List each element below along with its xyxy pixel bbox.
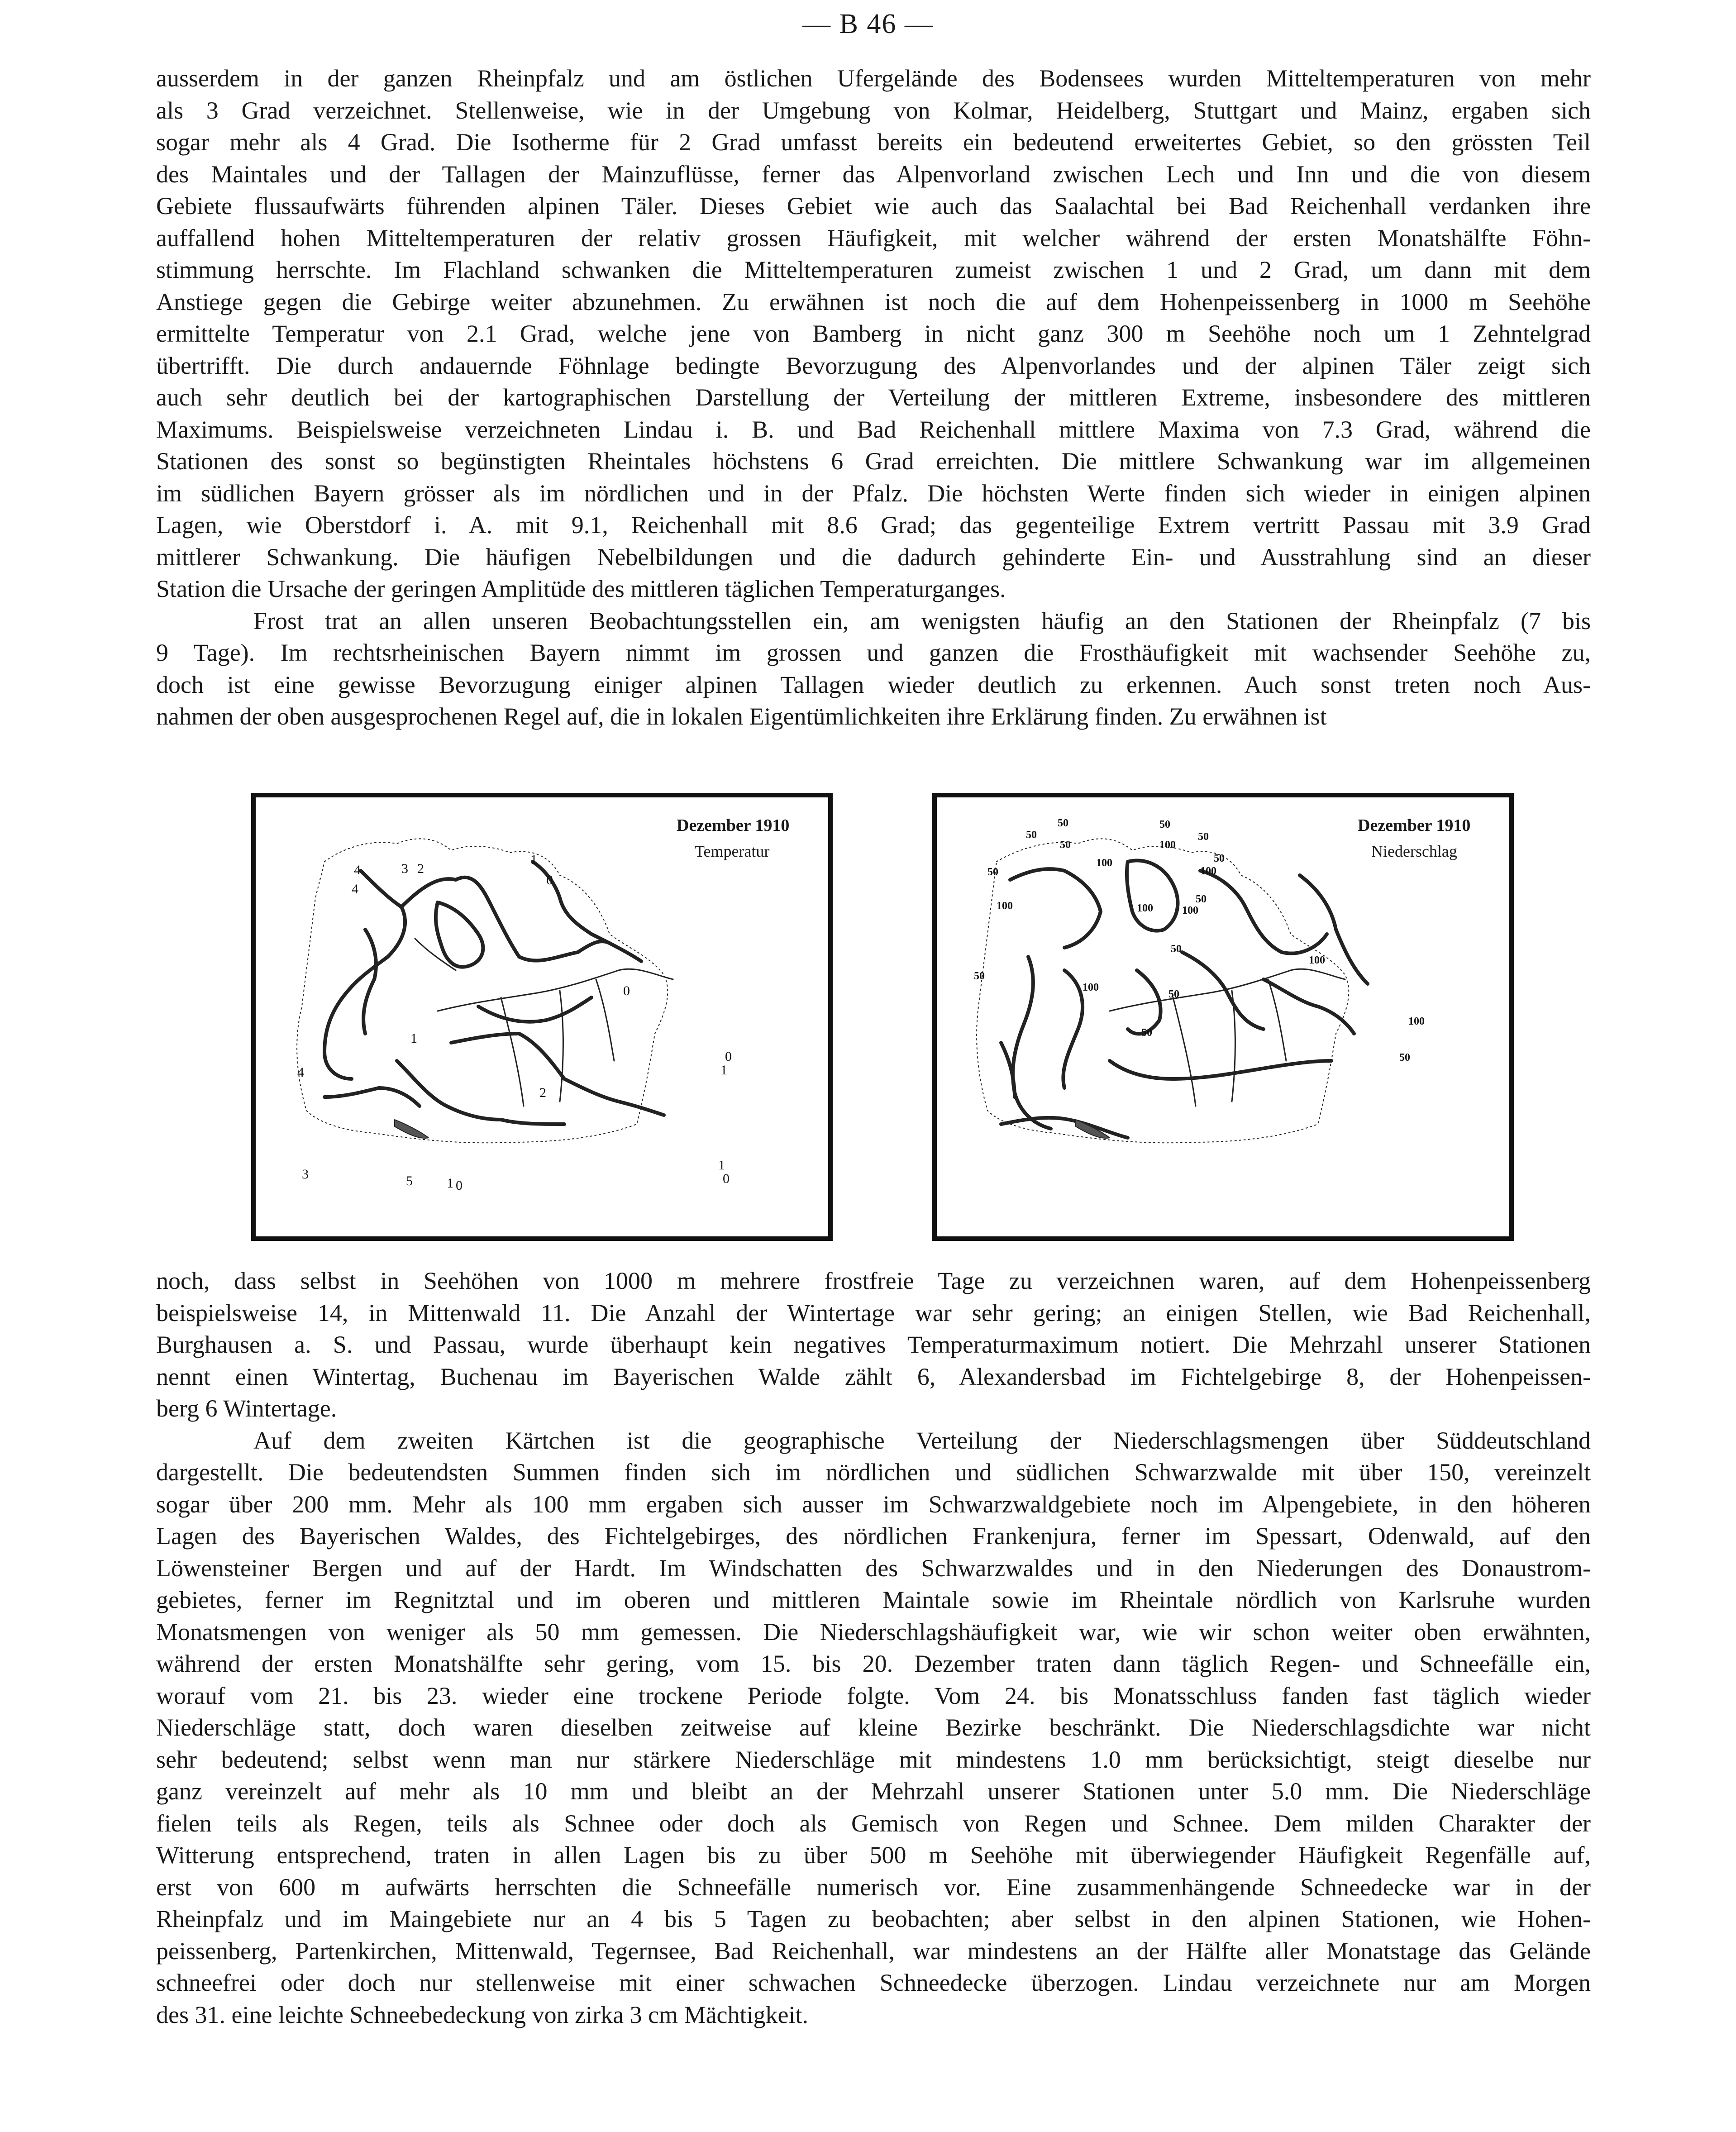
- temperature-map-title: Dezember 1910: [677, 816, 790, 835]
- text-line: dargestellt. Die bedeutendsten Summen finden sich im nördlichen und südlichen Schwarzwalde mit über 150, vereinzelt: [156, 1459, 1591, 1486]
- prec-isoline-label: 50: [1058, 817, 1068, 829]
- prec-isoline-label: 50: [1198, 831, 1209, 843]
- prec-isoline-label: 100: [1309, 954, 1325, 966]
- text-line: Gebiete flussaufwärts führenden alpinen Täler. Dieses Gebiet wie auch das Saalachtal bei Bad Reichenhall verdanken ihre: [156, 192, 1591, 219]
- text-line: auffallend hohen Mitteltemperaturen der relativ grossen Häufigkeit, mit welcher während der ersten Monatshälfte Föhn-: [156, 224, 1591, 252]
- temp-isoline-label: 0: [456, 1178, 463, 1193]
- temp-isoline-label: 0: [723, 1171, 730, 1186]
- text-line: übertrifft. Die durch andauernde Föhnlage bedingte Bevorzugung des Alpenvorlandes und der alpinen Täler zeigt sich: [156, 352, 1591, 379]
- text-line: beispielsweise 14, in Mittenwald 11. Die Anzahl der Wintertage war sehr gering; an einigen Stellen, wie Bad Reichenhall,: [156, 1299, 1591, 1326]
- temp-isoline-label: 2: [417, 861, 424, 876]
- temp-isoline-label: 0: [623, 983, 630, 998]
- prec-isoline-label: 50: [1196, 893, 1207, 905]
- text-line: 9 Tage). Im rechtsrheinischen Bayern nimmt im grossen und ganzen die Frosthäufigkeit mit wachsender Seehöhe zu,: [156, 639, 1591, 666]
- text-line: Frost trat an allen unseren Beobachtungsstellen ein, am wenigsten häufig an den Stationen der Rheinpfalz (7 bis: [253, 607, 1591, 634]
- text-line: Anstiege gegen die Gebirge weiter abzunehmen. Zu erwähnen ist noch die auf dem Hohenpeissenberg in 1000 m Seehöhe: [156, 288, 1591, 315]
- text-line: sogar über 200 mm. Mehr als 100 mm ergaben sich ausser im Schwarzwaldgebiete noch im Alpengebiete, in den höheren: [156, 1490, 1591, 1518]
- prec-isoline-label: 50: [987, 866, 998, 878]
- text-block-top: [156, 62, 1591, 733]
- temperature-map-figure: [251, 793, 833, 1241]
- prec-isoline-label: 50: [1141, 1027, 1152, 1039]
- temp-isoline-label: 5: [406, 1173, 413, 1188]
- text-line: schneefrei oder doch nur stellenweise mit einer schwachen Schneedecke überzogen. Lindau verzeichnete nur am Morgen: [156, 1969, 1591, 1996]
- temp-isoline-label: 3: [302, 1167, 309, 1182]
- text-line: Löwensteiner Bergen und auf der Hardt. Im Windschatten des Schwarzwaldes und in den Niederungen des Donaustrom-: [156, 1554, 1591, 1582]
- text-line: Lagen, wie Oberstdorf i. A. mit 9.1, Reichenhall mit 8.6 Grad; das gegenteilige Extrem vertritt Passau mit 3.9 Grad: [156, 511, 1591, 539]
- prec-isoline-label: 50: [1171, 943, 1182, 955]
- text-line: sogar mehr als 4 Grad. Die Isotherme für 2 Grad umfasst bereits ein bedeutend erweitertes Gebiet, so den grössten Teil: [156, 129, 1591, 156]
- prec-isoline-label: 100: [1182, 905, 1198, 916]
- temperature-map: [266, 807, 818, 1226]
- prec-isoline-label: 100: [1159, 839, 1176, 851]
- text-line: Lagen des Bayerischen Waldes, des Fichtelgebirges, des nördlichen Frankenjura, ferner im Spessart, Odenwald, auf den: [156, 1522, 1591, 1550]
- text-line: worauf vom 21. bis 23. wieder eine trockene Periode folgte. Vom 24. bis Monatsschluss fanden fast täglich wieder: [156, 1682, 1591, 1709]
- prec-isoline-label: 100: [1200, 865, 1216, 877]
- prec-isoline-label: 100: [1096, 857, 1112, 869]
- text-line: gebietes, ferner im Regnitztal und im oberen und mittleren Maintale sowie im Rheintale nördlich von Karlsruhe wurden: [156, 1586, 1591, 1613]
- text-line: Niederschläge statt, doch waren dieselben zeitweise auf kleine Bezirke beschränkt. Die Niederschlagsdichte war nicht: [156, 1714, 1591, 1741]
- text-line: Auf dem zweiten Kärtchen ist die geographische Verteilung der Niederschlagsmengen über Süddeutschland: [253, 1426, 1591, 1454]
- temp-isoline-label: 1: [410, 1031, 417, 1046]
- text-line: auch sehr deutlich bei der kartographischen Darstellung der Verteilung der mittleren Extreme, insbesondere des mittleren: [156, 384, 1591, 411]
- prec-isoline-label: 50: [1214, 853, 1225, 864]
- prec-isoline-label: 100: [1408, 1016, 1425, 1027]
- text-line: des Maintales und der Tallagen der Mainzuflüsse, ferner das Alpenvorland zwischen Lech und Inn und die von diesem: [156, 160, 1591, 188]
- text-line: nahmen der oben ausgesprochenen Regel auf, die in lokalen Eigentümlichkeiten ihre Erklärung finden. Zu erwähnen ist: [156, 703, 1327, 730]
- prec-isoline-label: 100: [997, 900, 1013, 912]
- text-line: im südlichen Bayern grösser als im nördlichen und in der Pfalz. Die höchsten Werte finden sich wieder in einigen alpinen: [156, 479, 1591, 507]
- prec-isoline-label: 50: [1026, 829, 1037, 841]
- prec-isoline-label: 50: [1159, 819, 1170, 830]
- temp-isoline-label: 4: [354, 863, 361, 878]
- temp-isoline-label: 3: [401, 861, 408, 876]
- text-line: ermittelte Temperatur von 2.1 Grad, welche jene von Bamberg in nicht ganz 300 m Seehöhe noch um 1 Zehntelgrad: [156, 320, 1591, 347]
- prec-isoline-label: 50: [974, 970, 985, 982]
- text-block-bottom: [156, 1265, 1591, 2031]
- text-line: ganz vereinzelt auf mehr als 10 mm und bleibt an der Mehrzahl unserer Stationen unter 5.0 mm. Die Niederschläge: [156, 1778, 1591, 1805]
- prec-isoline-label: 50: [1060, 839, 1071, 851]
- text-line: Stationen des sonst so begünstigten Rheintales höchstens 6 Grad erreichten. Die mittlere Schwankung war im allgemeinen: [156, 448, 1591, 475]
- text-line: mittlerer Schwankung. Die häufigen Nebelbildungen und die dadurch gehinderte Ein- und Ausstrahlung sind an dieser: [156, 543, 1591, 571]
- prec-isoline-label: 50: [1399, 1052, 1410, 1064]
- page-number: — B 46 —: [802, 9, 934, 39]
- text-line: während der ersten Monatshälfte sehr gering, vom 15. bis 20. Dezember traten dann täglich Regen- und Schneefälle ein,: [156, 1650, 1591, 1677]
- text-line: sehr bedeutend; selbst wenn man nur stärkere Niederschläge mit mindestens 1.0 mm berücksichtigt, steigt dieselbe nur: [156, 1746, 1591, 1773]
- precipitation-map-subtitle: Niederschlag: [1371, 842, 1457, 860]
- text-line: peissenberg, Partenkirchen, Mittenwald, Tegernsee, Bad Reichenhall, war mindestens an der Hälfte aller Monatstage das Gelände: [156, 1937, 1591, 1965]
- text-line: Burghausen a. S. und Passau, wurde überhaupt kein negatives Temperaturmaximum notiert. Die Mehrzahl unserer Stationen: [156, 1331, 1591, 1358]
- prec-isoline-label: 100: [1083, 982, 1099, 993]
- text-line: Monatsmengen von weniger als 50 mm gemessen. Die Niederschlagshäufigkeit war, wie wir schon weiter oben erwähnten,: [156, 1618, 1591, 1646]
- temp-isoline-label: 2: [539, 1085, 546, 1100]
- text-line: Rheinpfalz und im Maingebiete nur an 4 bis 5 Tagen zu beobachten; aber selbst in den alpinen Stationen, wie Hohen-: [156, 1905, 1591, 1932]
- temp-isoline-label: 1: [530, 852, 537, 867]
- prec-isoline-label: 50: [1168, 988, 1179, 1000]
- precipitation-map: [947, 807, 1499, 1226]
- prec-isoline-label: 100: [1137, 902, 1153, 914]
- temp-isoline-label: 0: [725, 1049, 732, 1064]
- text-line: nennt einen Wintertag, Buchenau im Bayerischen Walde zählt 6, Alexandersbad im Fichtelgebirge 8, der Hohenpeissen-: [156, 1363, 1591, 1390]
- precipitation-map-title: Dezember 1910: [1358, 816, 1471, 835]
- text-line: Witterung entsprechend, traten in allen Lagen bis zu über 500 m Seehöhe mit überwiegender Häufigkeit Regenfälle auf,: [156, 1841, 1591, 1869]
- text-line: des 31. eine leichte Schneebedeckung von zirka 3 cm Mächtigkeit.: [156, 2001, 808, 2028]
- temp-isoline-label: 0: [546, 873, 553, 887]
- temperature-map-subtitle: Temperatur: [695, 842, 770, 860]
- text-line: erst von 600 m aufwärts herrschten die Schneefälle numerisch vor. Eine zusammenhängende Schneedecke war in der: [156, 1873, 1591, 1901]
- temp-isoline-label: 1: [447, 1176, 453, 1191]
- text-line: ausserdem in der ganzen Rheinpfalz und am östlichen Ufergelände des Bodensees wurden Mitteltemperaturen von mehr: [156, 65, 1591, 92]
- temp-isoline-label: 4: [297, 1065, 304, 1080]
- text-line: Maximums. Beispielsweise verzeichneten Lindau i. B. und Bad Reichenhall mittlere Maxima von 7.3 Grad, während die: [156, 415, 1591, 443]
- text-line: als 3 Grad verzeichnet. Stellenweise, wie in der Umgebung von Kolmar, Heidelberg, Stuttgart und Mainz, ergaben sich: [156, 96, 1591, 124]
- temp-isoline-label: 4: [352, 882, 358, 897]
- temp-isoline-label: 1: [720, 1063, 727, 1078]
- text-line: stimmung herrschte. Im Flachland schwanken die Mitteltemperaturen zumeist zwischen 1 und 2 Grad, um dann mit dem: [156, 256, 1591, 283]
- text-line: fielen teils als Regen, teils als Schnee oder doch als Gemisch von Regen und Schnee. Dem milden Charakter der: [156, 1809, 1591, 1837]
- precipitation-map-figure: [932, 793, 1514, 1241]
- text-line: Station die Ursache der geringen Amplitüde des mittleren täglichen Temperaturganges.: [156, 575, 1006, 602]
- temp-isoline-label: 1: [718, 1158, 725, 1173]
- text-line: berg 6 Wintertage.: [156, 1395, 337, 1422]
- text-line: doch ist eine gewisse Bevorzugung einiger alpinen Tallagen wieder deutlich zu erkennen. Auch sonst treten noch Aus-: [156, 671, 1591, 698]
- text-line: noch, dass selbst in Seehöhen von 1000 m mehrere frostfreie Tage zu verzeichnen waren, auf dem Hohenpeissenberg: [156, 1267, 1591, 1294]
